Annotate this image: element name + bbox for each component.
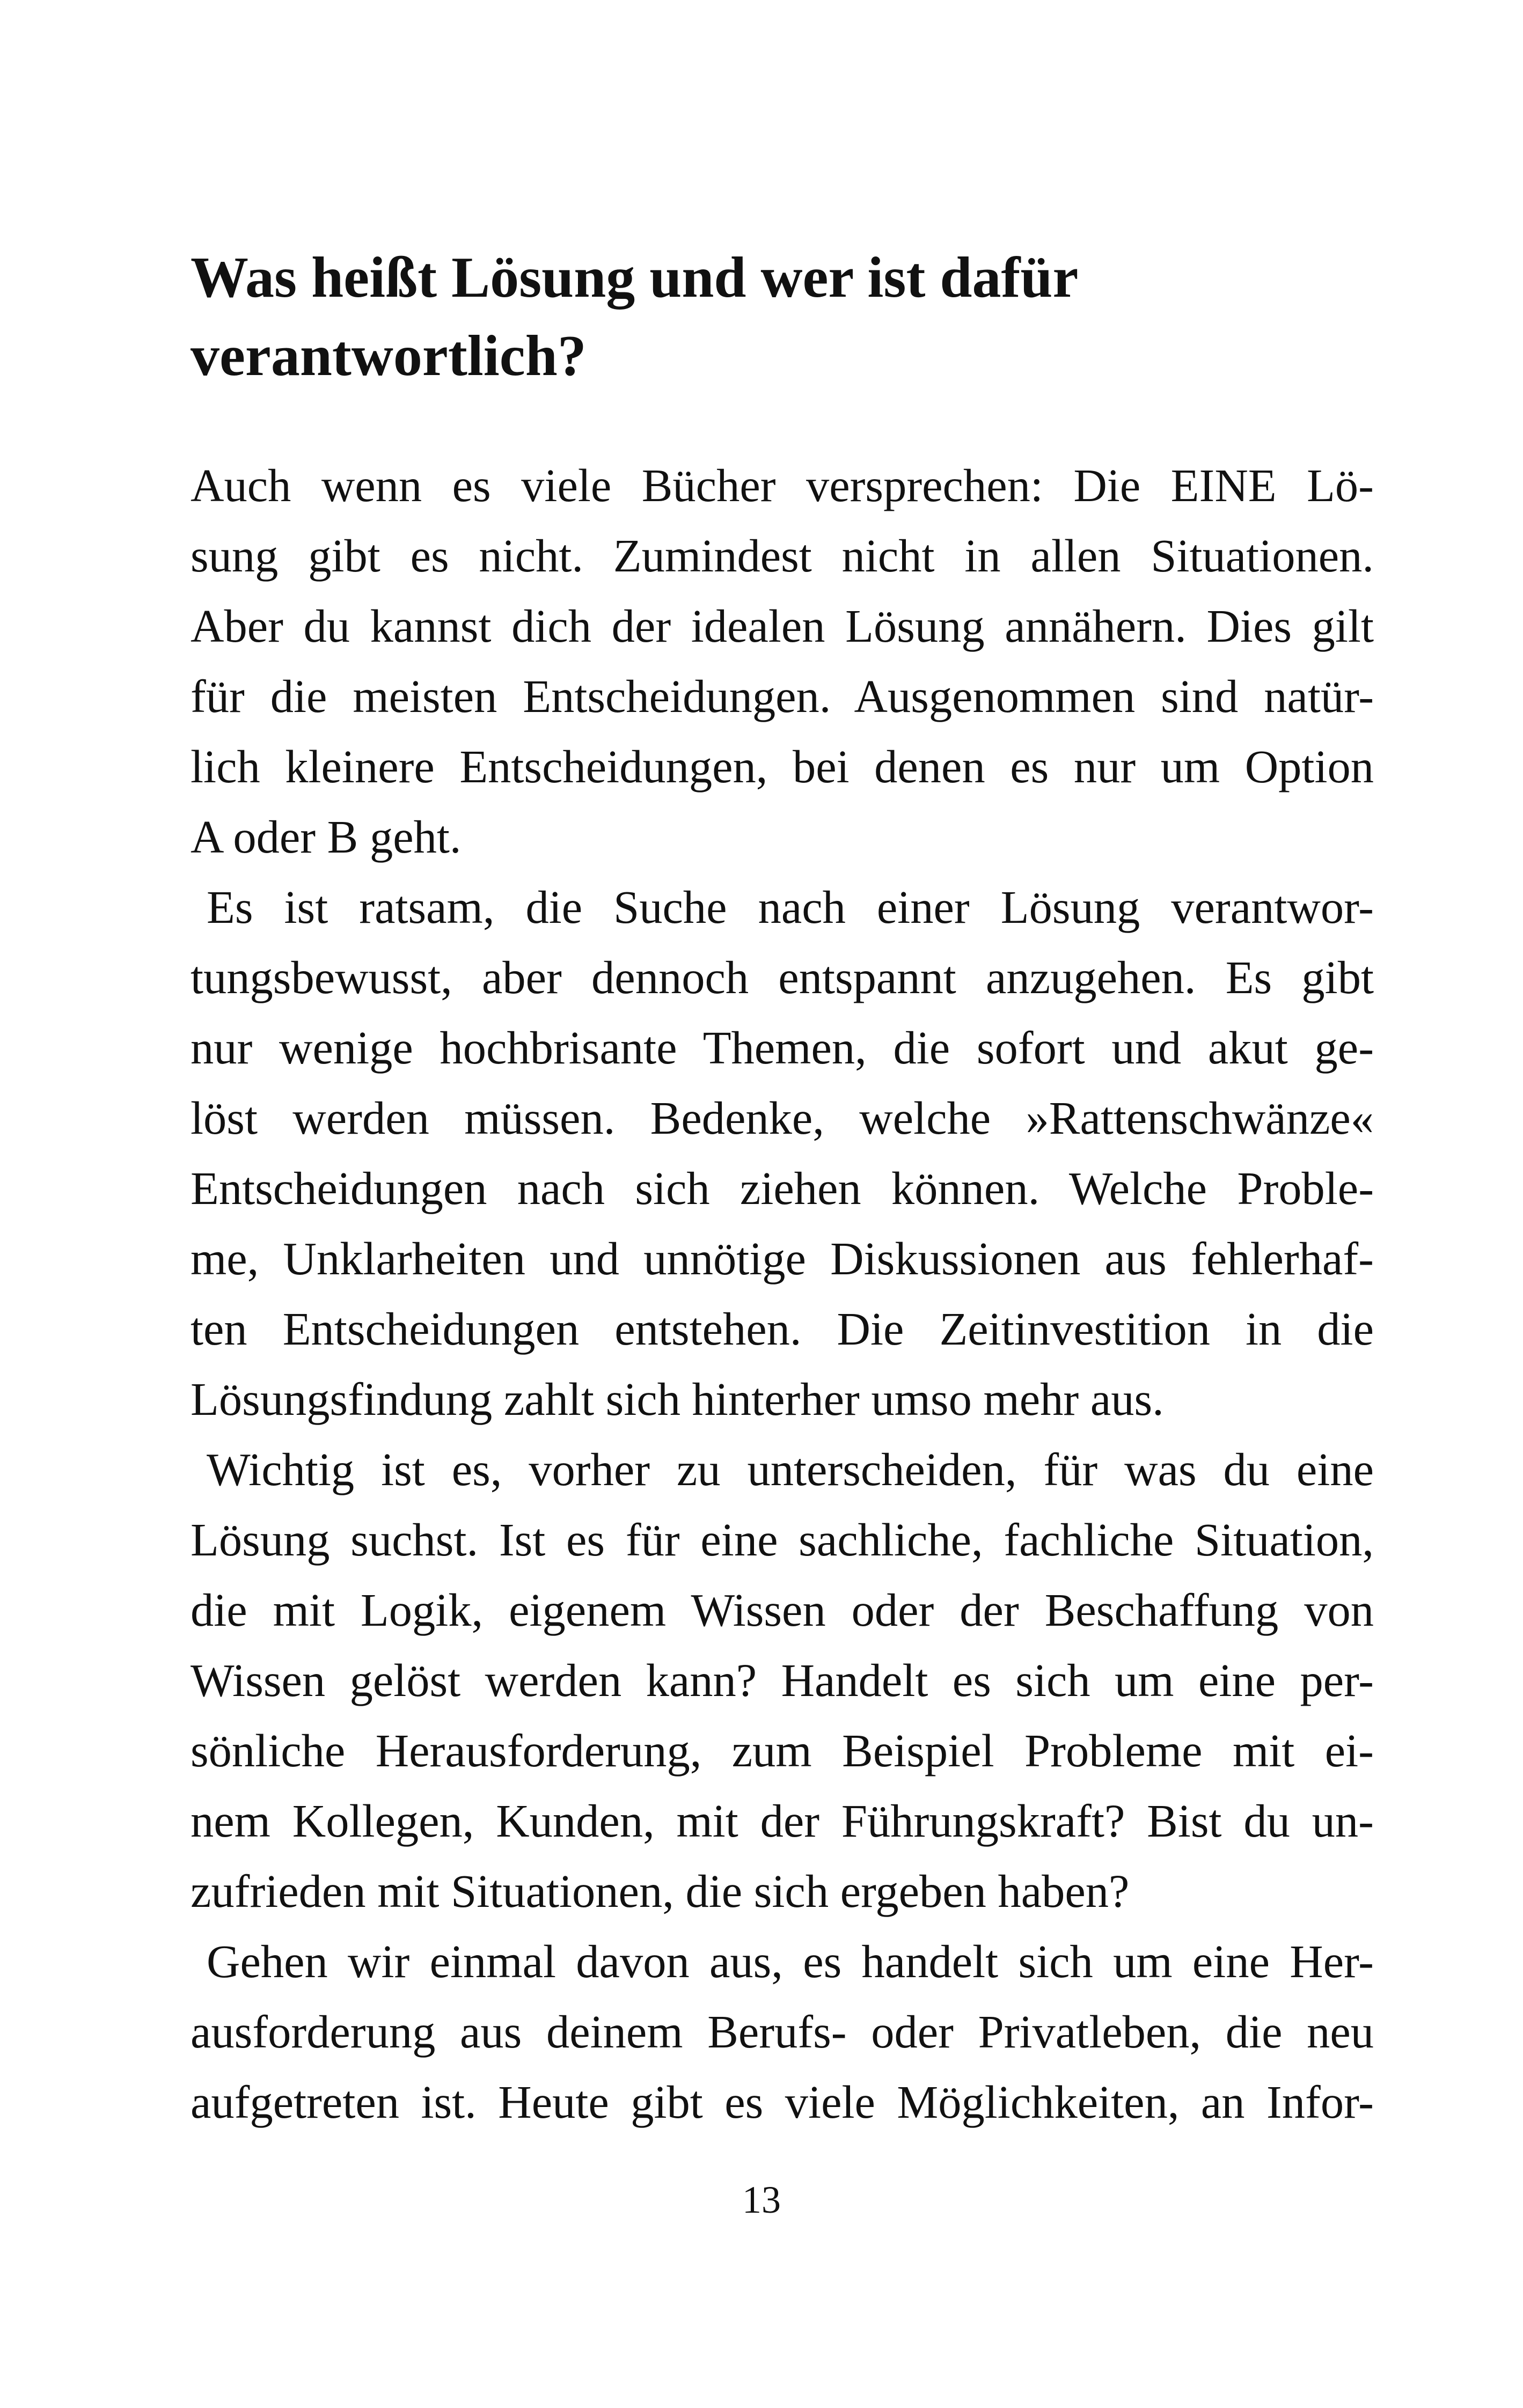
text-line: A oder B geht.: [191, 811, 462, 863]
text-line: aufgetreten ist. Heute gibt es viele Möglichkeiten, an Infor-: [191, 2076, 1374, 2128]
text-line: Es ist ratsam, die Suche nach einer Lösung verantwor-: [207, 882, 1374, 933]
text-line: Entscheidungen nach sich ziehen können. Welche Proble-: [191, 1163, 1374, 1214]
text-line: Gehen wir einmal davon aus, es handelt sich um eine Her-: [207, 1936, 1374, 1987]
text-line: nem Kollegen, Kunden, mit der Führungskraft? Bist du un-: [191, 1795, 1374, 1847]
chapter-heading: [191, 239, 1344, 395]
body-text: [191, 451, 1374, 2138]
text-line: ausforderung aus deinem Berufs- oder Privatleben, die neu: [191, 2006, 1374, 2058]
page-number: 13: [742, 2178, 781, 2221]
text-line: Lösung suchst. Ist es für eine sachliche, fachliche Situation,: [191, 1514, 1374, 1566]
text-line: lich kleinere Entscheidungen, bei denen es nur um Option: [191, 741, 1374, 792]
text-line: Aber du kannst dich der idealen Lösung annähern. Dies gilt: [191, 600, 1374, 652]
text-line: Wissen gelöst werden kann? Handelt es sich um eine per-: [191, 1655, 1374, 1706]
text-line: löst werden müssen. Bedenke, welche »Rattenschwänze«: [191, 1092, 1374, 1144]
text-line: sönliche Herausforderung, zum Beispiel Probleme mit ei-: [191, 1725, 1374, 1776]
text-line: Lösungsfindung zahlt sich hinterher umso mehr aus.: [191, 1374, 1164, 1425]
text-line: me, Unklarheiten und unnötige Diskussionen aus fehlerhaf-: [191, 1233, 1374, 1284]
text-line: zufrieden mit Situationen, die sich ergeben haben?: [191, 1866, 1130, 1917]
text-line: tungsbewusst, aber dennoch entspannt anzugehen. Es gibt: [191, 952, 1374, 1003]
text-line: Wichtig ist es, vorher zu unterscheiden, für was du eine: [207, 1444, 1374, 1495]
heading-line: verantwortlich?: [191, 324, 587, 388]
heading-line: Was heißt Lösung und wer ist dafür: [191, 246, 1079, 310]
text-line: nur wenige hochbrisante Themen, die sofort und akut ge-: [191, 1022, 1374, 1074]
text-line: sung gibt es nicht. Zumindest nicht in allen Situationen.: [191, 530, 1374, 582]
text-line: die mit Logik, eigenem Wissen oder der Beschaffung von: [191, 1584, 1374, 1636]
text-line: ten Entscheidungen entstehen. Die Zeitinvestition in die: [191, 1303, 1374, 1355]
text-line: für die meisten Entscheidungen. Ausgenommen sind natür-: [191, 671, 1374, 722]
text-line: Auch wenn es viele Bücher versprechen: Die EINE Lö-: [191, 460, 1374, 511]
